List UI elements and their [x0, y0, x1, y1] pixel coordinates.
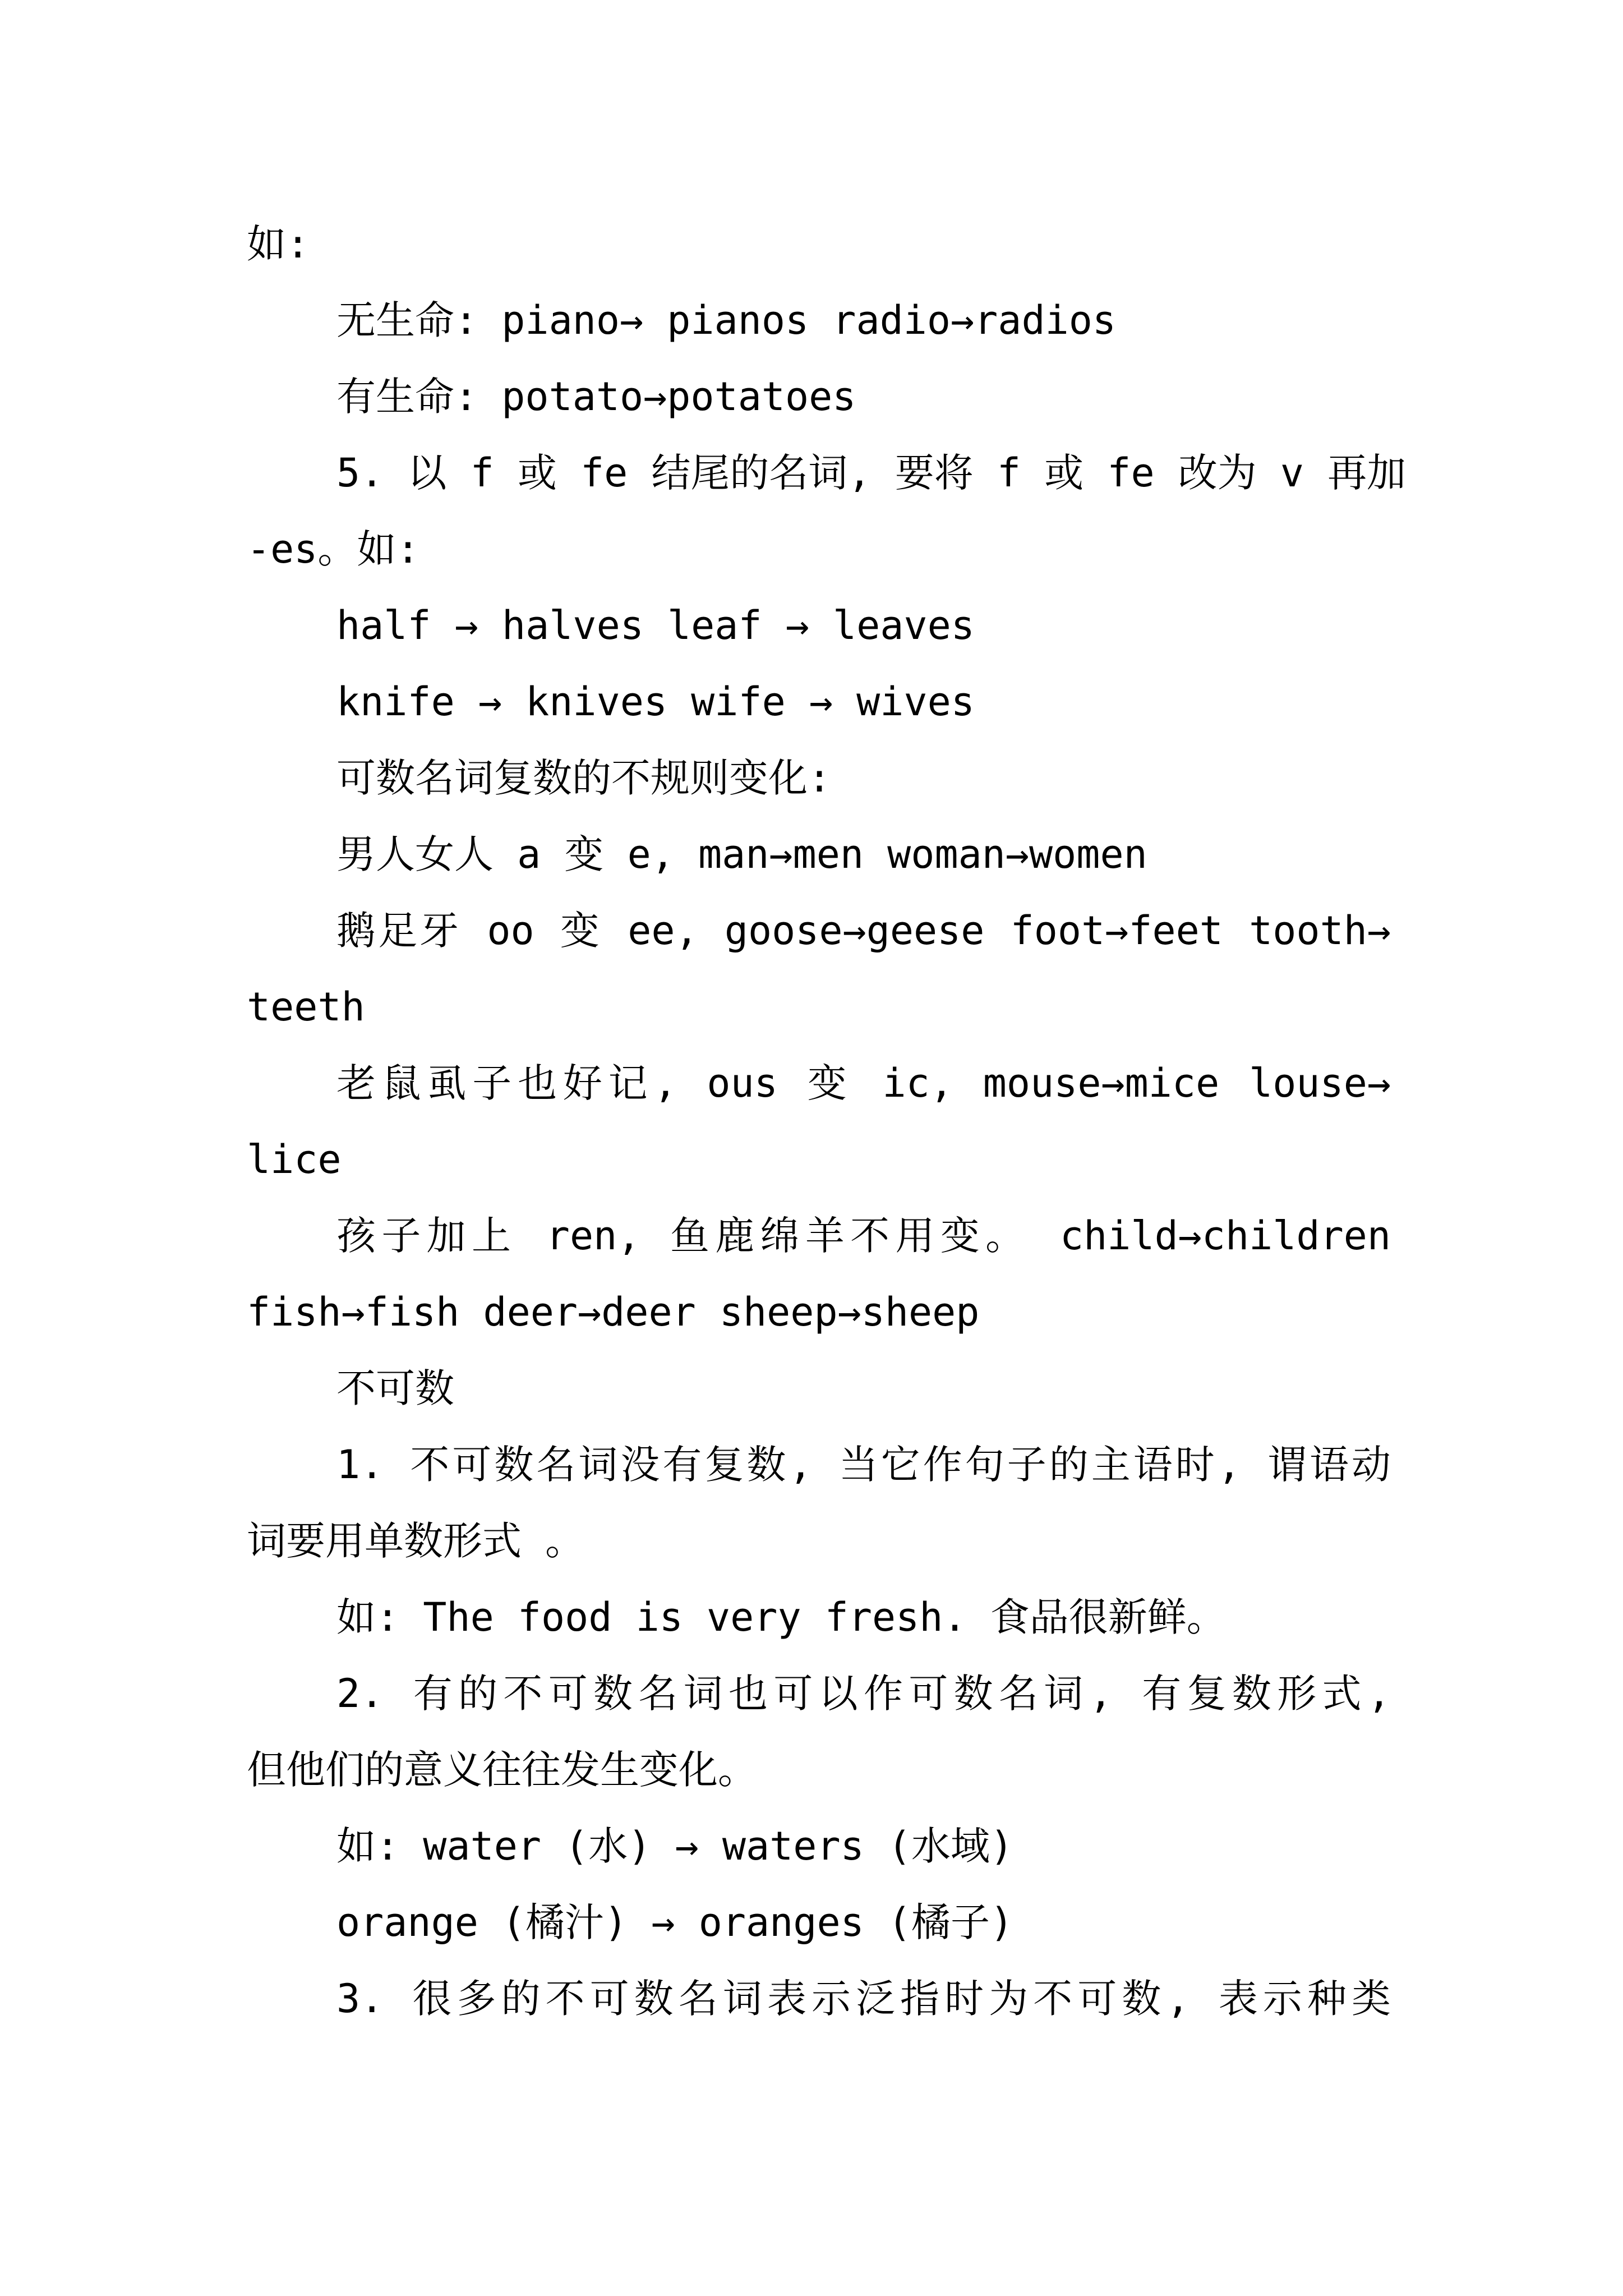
text-line: -es。如:	[247, 526, 420, 572]
text-line: knife → knives wife → wives	[336, 679, 975, 725]
text-line: 无生命: piano→ pianos radio→radios	[336, 297, 1117, 343]
text-line: 但他们的意义往往发生变化。	[247, 1747, 757, 1793]
text-line: 5. 以 f 或 fe 结尾的名词, 要将 f 或 fe 改为 v 再加	[336, 450, 1407, 496]
text-line: 如:	[247, 221, 310, 267]
text-line: 1. 不可数名词没有复数, 当它作句子的主语时, 谓语动	[336, 1442, 1391, 1488]
text-line: half → halves leaf → leaves	[336, 602, 975, 648]
text-line: 2. 有的不可数名词也可以作可数名词, 有复数形式,	[336, 1671, 1391, 1717]
text-line: 有生命: potato→potatoes	[336, 374, 856, 420]
text-line: 词要用单数形式 。	[247, 1518, 585, 1564]
text-line: 可数名词复数的不规则变化:	[336, 755, 832, 801]
text-line: lice	[247, 1137, 342, 1182]
text-line: 男人女人 a 变 e, man→men woman→women	[336, 831, 1147, 877]
text-line: 孩子加上 ren, 鱼鹿绵羊不用变。 child→children	[336, 1213, 1391, 1259]
text-line: teeth	[247, 984, 365, 1030]
text-line: orange (橘汁) → oranges (橘子)	[336, 1899, 1014, 1945]
text-line: 如: water (水) → waters (水域)	[336, 1823, 1014, 1869]
text-line: 鹅足牙 oo 变 ee, goose→geese foot→feet tooth→	[336, 908, 1391, 954]
text-line: fish→fish deer→deer sheep→sheep	[247, 1289, 980, 1335]
text-line: 如: The food is very fresh. 食品很新鲜。	[336, 1594, 1226, 1640]
text-line: 3. 很多的不可数名词表示泛指时为不可数, 表示种类	[336, 1976, 1391, 2022]
text-line: 不可数	[336, 1365, 454, 1411]
text-line: 老鼠虱子也好记, ous 变 ic, mouse→mice louse→	[336, 1060, 1391, 1106]
